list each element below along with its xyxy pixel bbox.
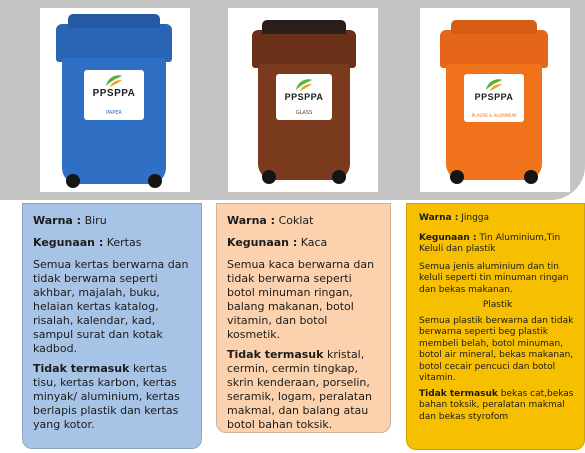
kegunaan-value: Kaca	[297, 236, 328, 249]
bin-sublabel: PAPER	[106, 110, 122, 116]
orange-bin	[446, 30, 542, 180]
tidak-termasuk-text: kristal, cermin, cermin tingkap, skrin kenderaan, porselin, seramik, logam, peralatan makmal, dan balang atau botol bahan toksik.	[227, 348, 372, 431]
tidak-termasuk-label: Tidak termasuk	[33, 362, 130, 375]
bin-logo-text: PPSPPA	[284, 92, 324, 102]
tidak-termasuk-label: Tidak termasuk	[419, 388, 498, 399]
tidak-termasuk-text: kertas tisu, kertas karbon, kertas minyak/ aluminium, kertas berlapis plastik dan kertas yang kotor.	[33, 362, 180, 431]
description: Semua kaca berwarna dan tidak berwarna seperti botol minuman ringan, balang makanan, botol vitamin, dan botol kosmetik.	[227, 258, 375, 341]
bin-wheel	[148, 174, 162, 188]
orange-bin-photo	[420, 8, 570, 192]
tidak-termasuk-text: bekas cat,bekas bahan toksik, peralatan makmal dan bekas styrofom	[419, 388, 574, 422]
kegunaan-line	[227, 236, 380, 250]
description: Semua kertas berwarna dan tidak berwarna seperti akhbar, majalah, buku, helaian kertas katalog, risalah, kalendar, kad, sampul surat dan kotak kadbod.	[33, 258, 189, 355]
warna-label: Warna :	[419, 213, 459, 223]
bin-wheel	[332, 170, 346, 184]
kegunaan-label: Kegunaan :	[227, 236, 298, 249]
bin-logo-text: PPSPPA	[92, 88, 136, 99]
leaf-logo-icon	[484, 78, 504, 92]
brown-bin	[258, 30, 350, 180]
description: Semua jenis aluminium dan tin keluli seperti tin minuman ringan dan bekas makanan.	[419, 261, 569, 295]
bin-wheel	[450, 170, 464, 184]
warna-value: Coklat	[275, 214, 314, 227]
brown-bin-photo	[228, 8, 378, 192]
paper-info-card	[22, 203, 202, 449]
tidak-termasuk-label: Tidak termasuk	[227, 348, 324, 361]
orange-bin-label	[464, 74, 524, 122]
kegunaan-label: Kegunaan :	[419, 232, 477, 243]
blue-bin	[62, 24, 166, 184]
bin-logo-text: PPSPPA	[474, 92, 514, 102]
glass-info-card	[216, 203, 391, 433]
leaf-logo-icon	[104, 74, 124, 88]
warna-line	[419, 213, 576, 225]
leaf-logo-icon	[294, 78, 314, 92]
kegunaan-value: Kertas	[103, 236, 142, 249]
warna-label: Warna :	[227, 214, 276, 227]
kegunaan-value: Tin Aluminium,Tin Keluli dan plastik	[419, 232, 561, 254]
warna-line	[227, 214, 380, 228]
warna-value: Jingga	[458, 213, 490, 223]
bin-wheel	[262, 170, 276, 184]
kegunaan-label: Kegunaan :	[33, 236, 104, 249]
kegunaan-line	[33, 236, 191, 250]
kegunaan-line	[419, 233, 576, 256]
bin-wheel	[524, 170, 538, 184]
bin-sublabel: PLASTIK & ALUMINIUM	[471, 113, 517, 118]
warna-value: Biru	[81, 214, 107, 227]
description-plastik: Semua plastik berwarna dan tidak berwarna seperti beg plastik membeli belah, botol minuman, botol air mineral, bekas makanan, botol cecair pencuci dan botol vitamin.	[419, 315, 574, 383]
bin-sublabel: GLASS	[295, 110, 313, 116]
blue-bin-photo	[40, 8, 190, 192]
aluminium-plastic-info-card	[406, 203, 585, 450]
brown-bin-label	[276, 74, 332, 120]
exclusion-text	[33, 362, 191, 432]
bin-wheel	[66, 174, 80, 188]
plastik-subheading: Plastik	[482, 300, 513, 310]
exclusion-text	[227, 348, 380, 432]
exclusion-text	[419, 389, 576, 424]
warna-line	[33, 214, 191, 228]
warna-label: Warna :	[33, 214, 82, 227]
blue-bin-label	[84, 70, 144, 120]
